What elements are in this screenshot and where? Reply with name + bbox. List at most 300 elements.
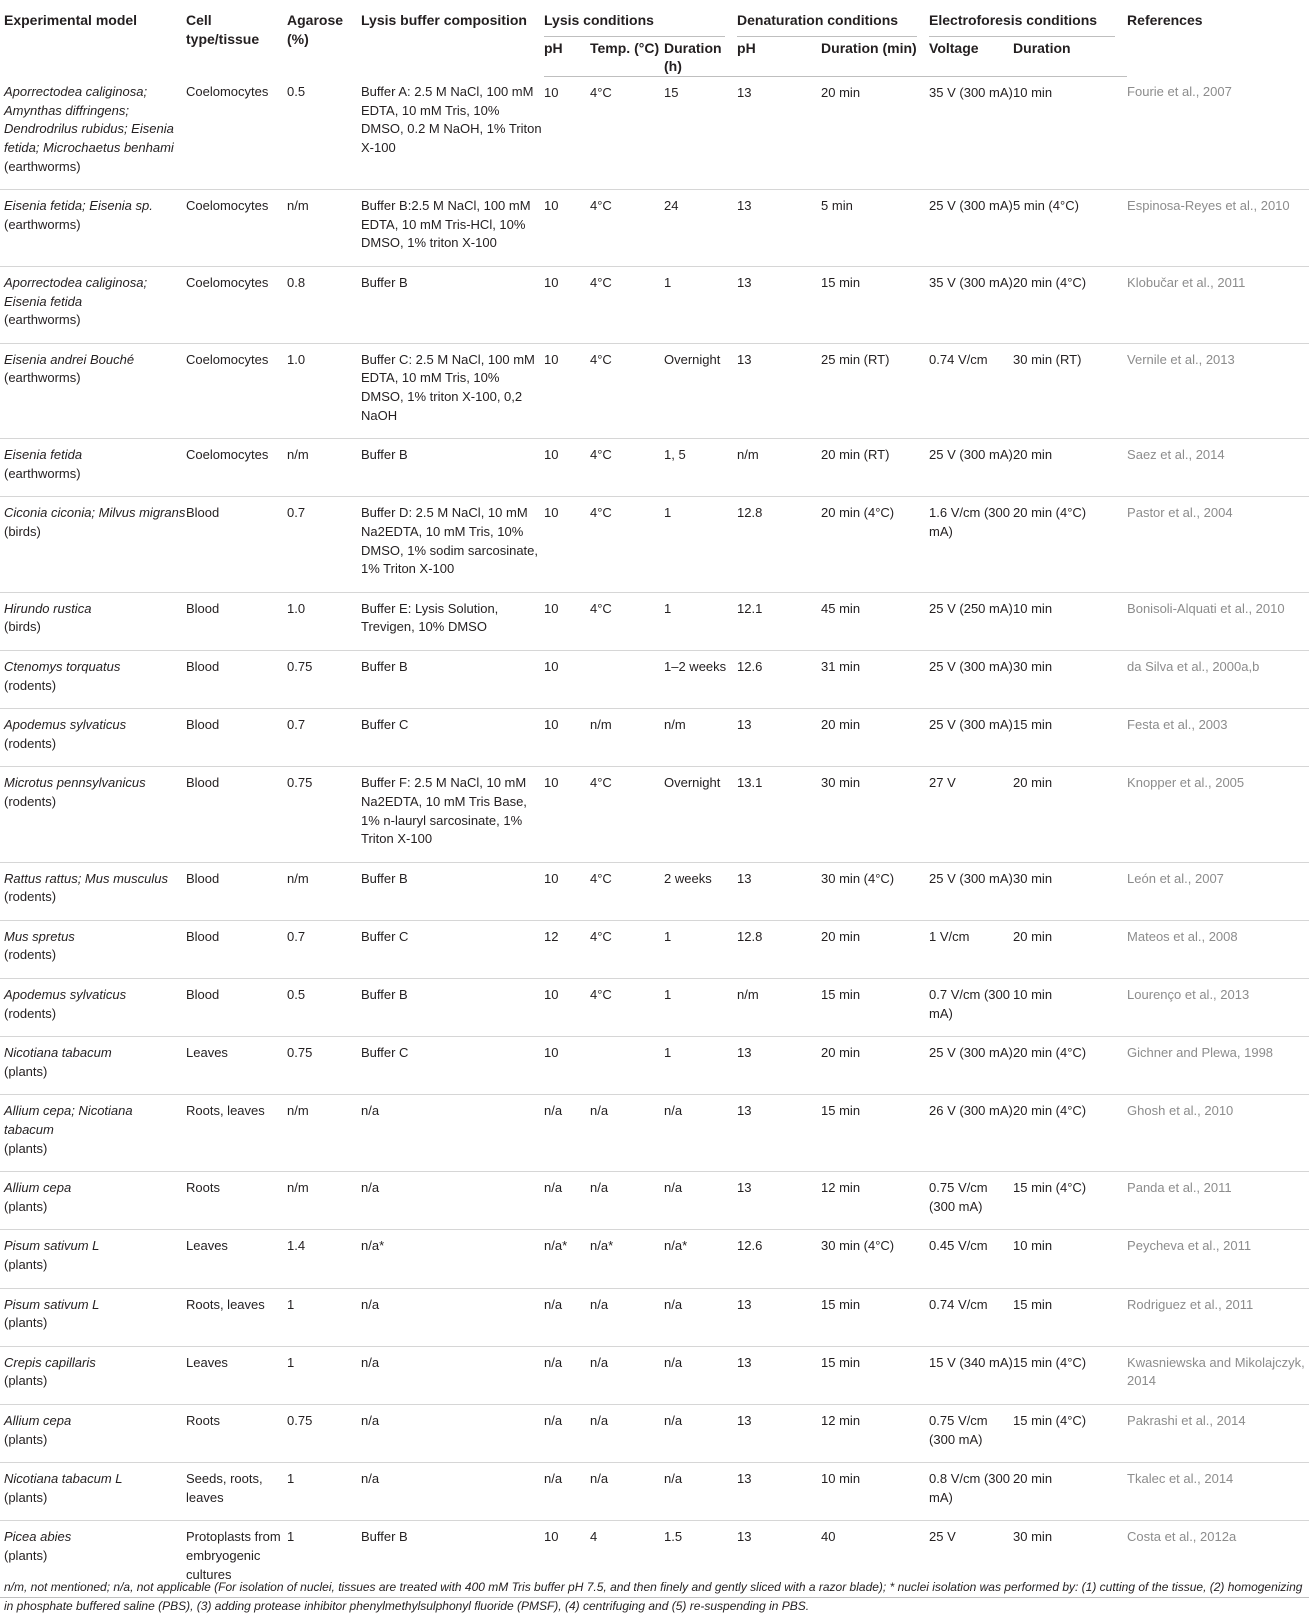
electrophoresis-duration-cell: 30 min (RT) xyxy=(1013,343,1127,438)
header-voltage: Voltage xyxy=(929,37,1013,77)
lysis-buffer-cell: Buffer C xyxy=(361,1037,544,1095)
lysis-buffer-cell: n/a xyxy=(361,1463,544,1521)
reference-cell: Gichner and Plewa, 1998 xyxy=(1127,1037,1309,1095)
agarose-cell: 1 xyxy=(287,1521,361,1598)
species-name: Pisum sativum L xyxy=(4,1238,100,1254)
lysis-temp-cell: 4°C xyxy=(590,267,664,344)
lysis-duration-cell: 1 xyxy=(664,497,737,592)
lysis-ph-cell: 10 xyxy=(544,190,590,267)
table-row xyxy=(0,1346,1309,1404)
lysis-duration-cell: 1.5 xyxy=(664,1521,737,1598)
reference-cell: da Silva et al., 2000a,b xyxy=(1127,650,1309,708)
voltage-cell: 25 V xyxy=(929,1521,1013,1598)
lysis-ph-cell: 10 xyxy=(544,76,590,189)
species-name: Allium cepa xyxy=(4,1180,72,1196)
lysis-buffer-cell: Buffer C: 2.5 M NaCl, 100 mM EDTA, 10 mM Tris, 10% DMSO, 1% triton X-100, 0,2 NaOH xyxy=(361,343,544,438)
lysis-duration-cell: Overnight xyxy=(664,767,737,862)
lysis-temp-cell: 4°C xyxy=(590,979,664,1037)
experimental-model-cell xyxy=(0,343,186,438)
cell-type-cell: Coelomocytes xyxy=(186,343,287,438)
voltage-cell: 1.6 V/cm (300 mA) xyxy=(929,497,1013,592)
voltage-cell: 25 V (250 mA) xyxy=(929,592,1013,650)
table-row xyxy=(0,1037,1309,1095)
electrophoresis-duration-cell: 15 min (4°C) xyxy=(1013,1346,1127,1404)
lysis-ph-cell: 10 xyxy=(544,497,590,592)
lysis-ph-cell: n/a xyxy=(544,1404,590,1462)
lysis-duration-cell: 2 weeks xyxy=(664,862,737,920)
table-row xyxy=(0,709,1309,767)
header-cell-type: Cell type/tissue xyxy=(186,12,260,47)
species-name: Microtus pennsylvanicus xyxy=(4,775,146,791)
voltage-cell: 27 V xyxy=(929,767,1013,862)
species-name: Eisenia fetida xyxy=(4,447,83,463)
lysis-duration-cell: n/a xyxy=(664,1346,737,1404)
lysis-ph-cell: 10 xyxy=(544,592,590,650)
lysis-buffer-cell: n/a xyxy=(361,1095,544,1172)
lysis-temp-cell: 4°C xyxy=(590,920,664,978)
species-name: Nicotiana tabacum L xyxy=(4,1471,123,1487)
comet-assay-table xyxy=(0,8,1309,1598)
electrophoresis-duration-cell: 20 min (4°C) xyxy=(1013,1095,1127,1172)
species-name: Nicotiana tabacum xyxy=(4,1045,112,1061)
electrophoresis-duration-cell: 10 min xyxy=(1013,979,1127,1037)
table-row xyxy=(0,190,1309,267)
table-row xyxy=(0,767,1309,862)
denaturation-ph-cell: 13.1 xyxy=(737,767,821,862)
lysis-temp-cell: 4°C xyxy=(590,190,664,267)
lysis-ph-cell: n/a xyxy=(544,1463,590,1521)
electrophoresis-duration-cell: 10 min xyxy=(1013,592,1127,650)
experimental-model-cell xyxy=(0,709,186,767)
lysis-ph-cell: n/a xyxy=(544,1095,590,1172)
lysis-temp-cell: n/a* xyxy=(590,1230,664,1288)
header-denaturation-conditions-label: Denaturation conditions xyxy=(737,12,899,28)
cell-type-cell: Blood xyxy=(186,979,287,1037)
organism-group: (plants) xyxy=(4,1431,48,1447)
voltage-cell: 0.7 V/cm (300 mA) xyxy=(929,979,1013,1037)
lysis-temp-cell: n/a xyxy=(590,1346,664,1404)
table-row xyxy=(0,920,1309,978)
species-name: Crepis capillaris xyxy=(4,1354,96,1370)
experimental-model-cell xyxy=(0,267,186,344)
experimental-model-cell xyxy=(0,767,186,862)
electrophoresis-duration-cell: 15 min (4°C) xyxy=(1013,1172,1127,1230)
voltage-cell: 35 V (300 mA) xyxy=(929,76,1013,189)
lysis-buffer-cell: Buffer C xyxy=(361,920,544,978)
denaturation-duration-cell: 20 min xyxy=(821,920,929,978)
experimental-model-cell xyxy=(0,1230,186,1288)
lysis-buffer-cell: Buffer B:2.5 M NaCl, 100 mM EDTA, 10 mM Tris-HCl, 10% DMSO, 1% triton X-100 xyxy=(361,190,544,267)
table-row xyxy=(0,76,1309,189)
denaturation-duration-cell: 25 min (RT) xyxy=(821,343,929,438)
lysis-temp-cell: n/a xyxy=(590,1288,664,1346)
agarose-cell: n/m xyxy=(287,190,361,267)
agarose-cell: 0.7 xyxy=(287,709,361,767)
lysis-ph-cell: 10 xyxy=(544,1037,590,1095)
electrophoresis-duration-cell: 20 min xyxy=(1013,439,1127,497)
lysis-buffer-cell: Buffer D: 2.5 M NaCl, 10 mM Na2EDTA, 10 mM Tris, 10% DMSO, 1% sodim sarcosinate, 1% Triton X-100 xyxy=(361,497,544,592)
header-electrophoresis-conditions xyxy=(929,8,1127,37)
voltage-cell: 0.75 V/cm (300 mA) xyxy=(929,1404,1013,1462)
lysis-ph-cell: 10 xyxy=(544,979,590,1037)
header-denaturation-duration: Duration (min) xyxy=(821,37,929,77)
electrophoresis-duration-cell: 10 min xyxy=(1013,1230,1127,1288)
organism-group: (plants) xyxy=(4,1547,48,1563)
reference-cell: Panda et al., 2011 xyxy=(1127,1172,1309,1230)
reference-cell: Klobučar et al., 2011 xyxy=(1127,267,1309,344)
electrophoresis-duration-cell: 20 min xyxy=(1013,920,1127,978)
cell-type-cell: Leaves xyxy=(186,1230,287,1288)
voltage-cell: 0.8 V/cm (300 mA) xyxy=(929,1463,1013,1521)
species-name: Picea abies xyxy=(4,1529,72,1545)
electrophoresis-duration-cell: 15 min xyxy=(1013,1288,1127,1346)
reference-cell: Rodriguez et al., 2011 xyxy=(1127,1288,1309,1346)
voltage-cell: 25 V (300 mA) xyxy=(929,1037,1013,1095)
organism-group: (rodents) xyxy=(4,677,57,693)
lysis-ph-cell: 10 xyxy=(544,1521,590,1598)
species-name: Ctenomys torquatus xyxy=(4,658,121,674)
lysis-buffer-cell: Buffer F: 2.5 M NaCl, 10 mM Na2EDTA, 10 mM Tris Base, 1% n-lauryl sarcosinate, 1% Triton X-100 xyxy=(361,767,544,862)
lysis-duration-cell: 1 xyxy=(664,267,737,344)
cell-type-cell: Roots xyxy=(186,1172,287,1230)
agarose-cell: 0.75 xyxy=(287,650,361,708)
denaturation-duration-cell: 5 min xyxy=(821,190,929,267)
experimental-model-cell xyxy=(0,76,186,189)
lysis-ph-cell: 10 xyxy=(544,709,590,767)
header-experimental-model: Experimental model xyxy=(4,12,138,28)
cell-type-cell: Coelomocytes xyxy=(186,439,287,497)
lysis-buffer-cell: Buffer C xyxy=(361,709,544,767)
lysis-duration-cell: 1–2 weeks xyxy=(664,650,737,708)
cell-type-cell: Blood xyxy=(186,497,287,592)
cell-type-cell: Blood xyxy=(186,709,287,767)
denaturation-ph-cell: 13 xyxy=(737,190,821,267)
table-row xyxy=(0,1095,1309,1172)
denaturation-ph-cell: 13 xyxy=(737,343,821,438)
lysis-temp-cell: n/a xyxy=(590,1463,664,1521)
header-lysis-conditions xyxy=(544,8,737,37)
lysis-buffer-cell: Buffer B xyxy=(361,439,544,497)
denaturation-ph-cell: 13 xyxy=(737,1521,821,1598)
lysis-duration-cell: n/a* xyxy=(664,1230,737,1288)
reference-cell: Vernile et al., 2013 xyxy=(1127,343,1309,438)
agarose-cell: 0.75 xyxy=(287,1404,361,1462)
organism-group: (rodents) xyxy=(4,889,57,905)
denaturation-ph-cell: n/m xyxy=(737,979,821,1037)
lysis-duration-cell: n/a xyxy=(664,1404,737,1462)
voltage-cell: 0.45 V/cm xyxy=(929,1230,1013,1288)
experimental-model-cell xyxy=(0,190,186,267)
reference-cell: Fourie et al., 2007 xyxy=(1127,76,1309,189)
lysis-duration-cell: 1 xyxy=(664,920,737,978)
denaturation-duration-cell: 15 min xyxy=(821,979,929,1037)
experimental-model-cell xyxy=(0,1037,186,1095)
voltage-cell: 1 V/cm xyxy=(929,920,1013,978)
voltage-cell: 35 V (300 mA) xyxy=(929,267,1013,344)
header-references: References xyxy=(1127,12,1203,28)
reference-cell: Kwasniewska and Mikolajczyk, 2014 xyxy=(1127,1346,1309,1404)
cell-type-cell: Blood xyxy=(186,767,287,862)
organism-group: (plants) xyxy=(4,1063,48,1079)
reference-cell: Knopper et al., 2005 xyxy=(1127,767,1309,862)
denaturation-ph-cell: 13 xyxy=(737,1095,821,1172)
denaturation-ph-cell: n/m xyxy=(737,439,821,497)
denaturation-duration-cell: 30 min xyxy=(821,767,929,862)
lysis-temp-cell: n/a xyxy=(590,1404,664,1462)
cell-type-cell: Roots, leaves xyxy=(186,1095,287,1172)
table-row xyxy=(0,1404,1309,1462)
lysis-temp-cell: 4°C xyxy=(590,862,664,920)
denaturation-ph-cell: 12.6 xyxy=(737,650,821,708)
experimental-model-cell xyxy=(0,592,186,650)
lysis-buffer-cell: n/a xyxy=(361,1288,544,1346)
lysis-duration-cell: 24 xyxy=(664,190,737,267)
denaturation-ph-cell: 13 xyxy=(737,1404,821,1462)
experimental-model-cell xyxy=(0,979,186,1037)
table-row xyxy=(0,1172,1309,1230)
lysis-buffer-cell: Buffer E: Lysis Solution, Trevigen, 10% DMSO xyxy=(361,592,544,650)
voltage-cell: 0.74 V/cm xyxy=(929,1288,1013,1346)
denaturation-duration-cell: 20 min (4°C) xyxy=(821,497,929,592)
denaturation-ph-cell: 12.8 xyxy=(737,920,821,978)
header-denaturation-ph: pH xyxy=(737,37,821,77)
agarose-cell: 1.0 xyxy=(287,592,361,650)
voltage-cell: 15 V (340 mA) xyxy=(929,1346,1013,1404)
lysis-buffer-cell: Buffer B xyxy=(361,267,544,344)
electrophoresis-duration-cell: 10 min xyxy=(1013,76,1127,189)
denaturation-ph-cell: 13 xyxy=(737,1037,821,1095)
table-row xyxy=(0,1463,1309,1521)
lysis-ph-cell: 12 xyxy=(544,920,590,978)
lysis-buffer-cell: n/a xyxy=(361,1346,544,1404)
species-name: Aporrectodea caliginosa; Eisenia fetida xyxy=(4,275,148,309)
species-name: Eisenia fetida; Eisenia sp. xyxy=(4,198,153,214)
species-name: Ciconia ciconia; Milvus migrans xyxy=(4,505,186,521)
voltage-cell: 26 V (300 mA) xyxy=(929,1095,1013,1172)
organism-group: (rodents) xyxy=(4,947,57,963)
lysis-temp-cell: n/m xyxy=(590,709,664,767)
agarose-cell: 1.0 xyxy=(287,343,361,438)
voltage-cell: 25 V (300 mA) xyxy=(929,709,1013,767)
header-agarose: Agarose (%) xyxy=(287,12,344,47)
agarose-cell: 0.75 xyxy=(287,767,361,862)
denaturation-duration-cell: 20 min (RT) xyxy=(821,439,929,497)
reference-cell: Espinosa-Reyes et al., 2010 xyxy=(1127,190,1309,267)
experimental-model-cell xyxy=(0,1288,186,1346)
organism-group: (plants) xyxy=(4,1373,48,1389)
cell-type-cell: Blood xyxy=(186,920,287,978)
cell-type-cell: Roots xyxy=(186,1404,287,1462)
agarose-cell: 0.7 xyxy=(287,497,361,592)
organism-group: (plants) xyxy=(4,1198,48,1214)
agarose-cell: 0.8 xyxy=(287,267,361,344)
header-denaturation-conditions xyxy=(737,8,929,37)
voltage-cell: 0.75 V/cm (300 mA) xyxy=(929,1172,1013,1230)
denaturation-ph-cell: 13 xyxy=(737,1172,821,1230)
organism-group: (plants) xyxy=(4,1315,48,1331)
experimental-model-cell xyxy=(0,439,186,497)
lysis-ph-cell: 10 xyxy=(544,439,590,497)
header-lysis-buffer: Lysis buffer composition xyxy=(361,12,527,28)
organism-group: (birds) xyxy=(4,523,41,539)
agarose-cell: 1 xyxy=(287,1463,361,1521)
agarose-cell: n/m xyxy=(287,1172,361,1230)
table-row xyxy=(0,267,1309,344)
lysis-temp-cell: 4°C xyxy=(590,767,664,862)
reference-cell: Lourenço et al., 2013 xyxy=(1127,979,1309,1037)
experimental-model-cell xyxy=(0,1463,186,1521)
lysis-temp-cell: 4 xyxy=(590,1521,664,1598)
denaturation-duration-cell: 45 min xyxy=(821,592,929,650)
denaturation-duration-cell: 20 min xyxy=(821,1037,929,1095)
voltage-cell: 0.74 V/cm xyxy=(929,343,1013,438)
denaturation-duration-cell: 10 min xyxy=(821,1463,929,1521)
voltage-cell: 25 V (300 mA) xyxy=(929,439,1013,497)
agarose-cell: 0.5 xyxy=(287,979,361,1037)
lysis-temp-cell: 4°C xyxy=(590,592,664,650)
header-lysis-temp: Temp. (°C) xyxy=(590,37,664,77)
header-electrophoresis-conditions-label: Electroforesis conditions xyxy=(929,12,1098,28)
reference-cell: Mateos et al., 2008 xyxy=(1127,920,1309,978)
experimental-model-cell xyxy=(0,650,186,708)
species-name: Rattus rattus; Mus musculus xyxy=(4,870,168,886)
lysis-buffer-cell: Buffer B xyxy=(361,862,544,920)
lysis-duration-cell: 1 xyxy=(664,592,737,650)
lysis-temp-cell: 4°C xyxy=(590,439,664,497)
electrophoresis-duration-cell: 15 min (4°C) xyxy=(1013,1404,1127,1462)
denaturation-duration-cell: 31 min xyxy=(821,650,929,708)
denaturation-duration-cell: 30 min (4°C) xyxy=(821,1230,929,1288)
agarose-cell: 1.4 xyxy=(287,1230,361,1288)
table-row xyxy=(0,343,1309,438)
agarose-cell: 1 xyxy=(287,1288,361,1346)
experimental-model-cell xyxy=(0,1404,186,1462)
lysis-duration-cell: n/a xyxy=(664,1463,737,1521)
species-name: Apodemus sylvaticus xyxy=(4,987,127,1003)
header-lysis-conditions-label: Lysis conditions xyxy=(544,12,654,28)
denaturation-ph-cell: 12.6 xyxy=(737,1230,821,1288)
cell-type-cell: Leaves xyxy=(186,1346,287,1404)
agarose-cell: 0.7 xyxy=(287,920,361,978)
lysis-ph-cell: 10 xyxy=(544,862,590,920)
lysis-temp-cell: n/a xyxy=(590,1095,664,1172)
lysis-ph-cell: n/a xyxy=(544,1346,590,1404)
cell-type-cell: Coelomocytes xyxy=(186,76,287,189)
lysis-ph-cell: 10 xyxy=(544,267,590,344)
organism-group: (earthworms) xyxy=(4,312,81,328)
species-name: Allium cepa; Nicotiana tabacum xyxy=(4,1103,133,1138)
denaturation-ph-cell: 13 xyxy=(737,1288,821,1346)
lysis-duration-cell: n/m xyxy=(664,709,737,767)
experimental-model-cell xyxy=(0,497,186,592)
organism-group: (birds) xyxy=(4,619,41,635)
lysis-buffer-cell: n/a xyxy=(361,1172,544,1230)
table-footnote: n/m, not mentioned; n/a, not applicable (For isolation of nuclei, tissues are treated with 400 mM Tris buffer pH 7.5, and then finely and gently sliced with a razor blade); * nuclei isolation was performed by: (1) cutting of the tissue, (2) homogenizing in phosphate buffered saline (PBS), (3) adding protease inhibitor phenylmethylsulphonyl fluoride (PMSF), (4) centrifuging and (5) re-suspending in PBS. xyxy=(4,1580,1303,1613)
voltage-cell: 25 V (300 mA) xyxy=(929,650,1013,708)
lysis-duration-cell: n/a xyxy=(664,1288,737,1346)
lysis-ph-cell: n/a xyxy=(544,1172,590,1230)
organism-group: (rodents) xyxy=(4,1005,57,1021)
electrophoresis-duration-cell: 20 min (4°C) xyxy=(1013,267,1127,344)
organism-group: (earthworms) xyxy=(4,158,81,174)
reference-cell: Bonisoli-Alquati et al., 2010 xyxy=(1127,592,1309,650)
reference-cell: Tkalec et al., 2014 xyxy=(1127,1463,1309,1521)
table-row xyxy=(0,1288,1309,1346)
voltage-cell: 25 V (300 mA) xyxy=(929,862,1013,920)
header-electrophoresis-duration: Duration xyxy=(1013,37,1127,77)
organism-group: (plants) xyxy=(4,1140,48,1156)
agarose-cell: n/m xyxy=(287,439,361,497)
electrophoresis-duration-cell: 5 min (4°C) xyxy=(1013,190,1127,267)
denaturation-duration-cell: 15 min xyxy=(821,1288,929,1346)
lysis-duration-cell: n/a xyxy=(664,1172,737,1230)
table-row xyxy=(0,1230,1309,1288)
voltage-cell: 25 V (300 mA) xyxy=(929,190,1013,267)
lysis-duration-cell: 1 xyxy=(664,979,737,1037)
reference-cell: Pakrashi et al., 2014 xyxy=(1127,1404,1309,1462)
cell-type-cell: Protoplasts from embryogenic cultures xyxy=(186,1521,287,1598)
denaturation-ph-cell: 12.8 xyxy=(737,497,821,592)
species-name: Mus spretus xyxy=(4,928,75,944)
denaturation-ph-cell: 13 xyxy=(737,1463,821,1521)
lysis-buffer-cell: Buffer A: 2.5 M NaCl, 100 mM EDTA, 10 mM Tris, 10% DMSO, 0.2 M NaOH, 1% Triton X-100 xyxy=(361,76,544,189)
denaturation-duration-cell: 15 min xyxy=(821,1346,929,1404)
organism-group: (earthworms) xyxy=(4,216,81,232)
reference-cell: Peycheva et al., 2011 xyxy=(1127,1230,1309,1288)
denaturation-duration-cell: 15 min xyxy=(821,267,929,344)
header-lysis-ph: pH xyxy=(544,37,590,77)
lysis-duration-cell: 1, 5 xyxy=(664,439,737,497)
electrophoresis-duration-cell: 30 min xyxy=(1013,862,1127,920)
electrophoresis-duration-cell: 30 min xyxy=(1013,1521,1127,1598)
agarose-cell: 0.75 xyxy=(287,1037,361,1095)
lysis-duration-cell: 1 xyxy=(664,1037,737,1095)
agarose-cell: n/m xyxy=(287,862,361,920)
agarose-cell: 0.5 xyxy=(287,76,361,189)
denaturation-duration-cell: 40 xyxy=(821,1521,929,1598)
table-row xyxy=(0,862,1309,920)
cell-type-cell: Seeds, roots, leaves xyxy=(186,1463,287,1521)
table-row xyxy=(0,592,1309,650)
organism-group: (earthworms) xyxy=(4,465,81,481)
cell-type-cell: Blood xyxy=(186,862,287,920)
electrophoresis-duration-cell: 15 min xyxy=(1013,709,1127,767)
lysis-buffer-cell: n/a xyxy=(361,1404,544,1462)
lysis-buffer-cell: Buffer B xyxy=(361,979,544,1037)
lysis-ph-cell: n/a* xyxy=(544,1230,590,1288)
denaturation-duration-cell: 20 min xyxy=(821,709,929,767)
table-row xyxy=(0,979,1309,1037)
reference-cell: Ghosh et al., 2010 xyxy=(1127,1095,1309,1172)
lysis-duration-cell: 15 xyxy=(664,76,737,189)
species-name: Aporrectodea caliginosa; Amynthas diffringens; Dendrodrilus rubidus; Eisenia fetida; Microchaetus benhami xyxy=(4,84,174,156)
table-body xyxy=(0,76,1309,1597)
denaturation-ph-cell: 13 xyxy=(737,1346,821,1404)
experimental-model-cell xyxy=(0,862,186,920)
experimental-model-cell xyxy=(0,1095,186,1172)
denaturation-duration-cell: 20 min xyxy=(821,76,929,189)
species-name: Eisenia andrei Bouché xyxy=(4,351,135,367)
denaturation-ph-cell: 12.1 xyxy=(737,592,821,650)
lysis-temp-cell: 4°C xyxy=(590,343,664,438)
denaturation-ph-cell: 13 xyxy=(737,76,821,189)
cell-type-cell: Coelomocytes xyxy=(186,267,287,344)
reference-cell: León et al., 2007 xyxy=(1127,862,1309,920)
lysis-duration-cell: n/a xyxy=(664,1095,737,1172)
reference-cell: Pastor et al., 2004 xyxy=(1127,497,1309,592)
organism-group: (plants) xyxy=(4,1257,48,1272)
table-row xyxy=(0,439,1309,497)
